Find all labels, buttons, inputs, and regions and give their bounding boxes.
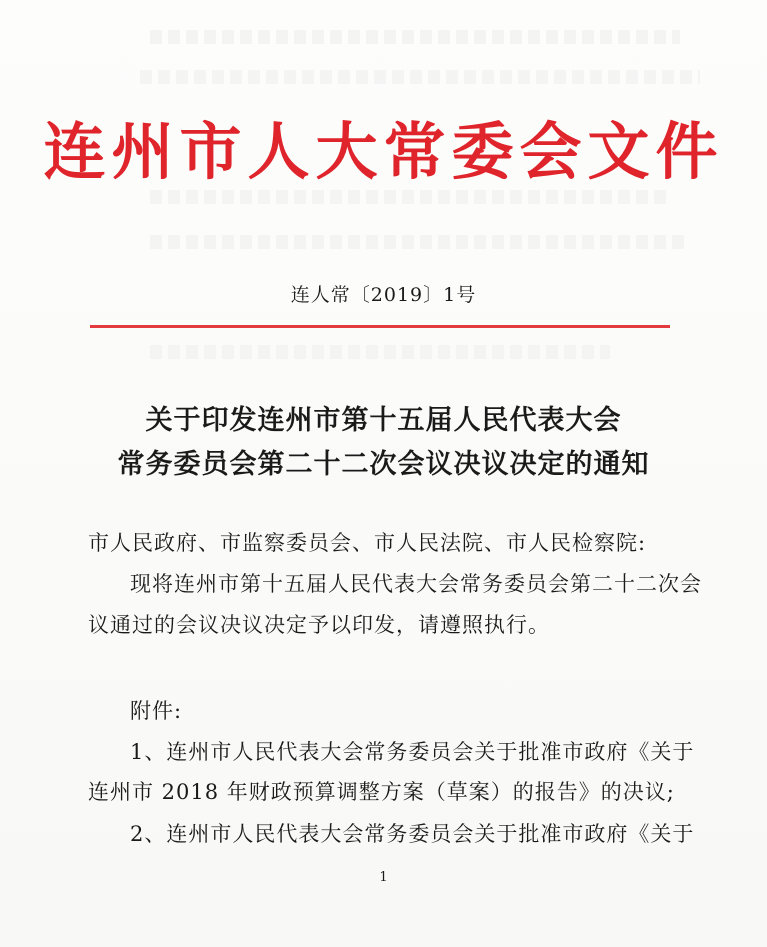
bleed-through-decoration: [150, 30, 680, 44]
document-header-title: 连州市人大常委会文件: [43, 115, 724, 188]
recipients-line: 市人民政府、市监察委员会、市人民法院、市人民检察院:: [88, 531, 647, 555]
document-number: 连人常〔2019〕1号: [290, 284, 477, 306]
page-number: 1: [379, 870, 388, 885]
bleed-through-decoration: [140, 70, 700, 84]
bleed-through-decoration: [150, 345, 610, 359]
red-divider-line: [90, 325, 670, 328]
body-paragraph-line-1: 现将连州市第十五届人民代表大会常务委员会第二十二次会: [130, 572, 702, 596]
notice-title-line-2: 常务委员会第二十二次会议决议决定的通知: [117, 449, 650, 480]
attachment-2-line-1: 2、连州市人民代表大会常务委员会关于批准市政府《关于: [130, 822, 695, 846]
body-paragraph-line-2: 议通过的会议决议决定予以印发，请遵照执行。: [88, 613, 550, 637]
bleed-through-decoration: [150, 190, 670, 204]
attachment-1-line-1: 1、连州市人民代表大会常务委员会关于批准市政府《关于: [130, 740, 695, 764]
attachment-1-line-2: 连州市 2018 年财政预算调整方案（草案）的报告》的决议;: [88, 780, 675, 804]
bleed-through-decoration: [150, 235, 690, 249]
notice-title-line-1: 关于印发连州市第十五届人民代表大会: [145, 405, 622, 436]
attachment-label: 附件:: [130, 699, 183, 723]
